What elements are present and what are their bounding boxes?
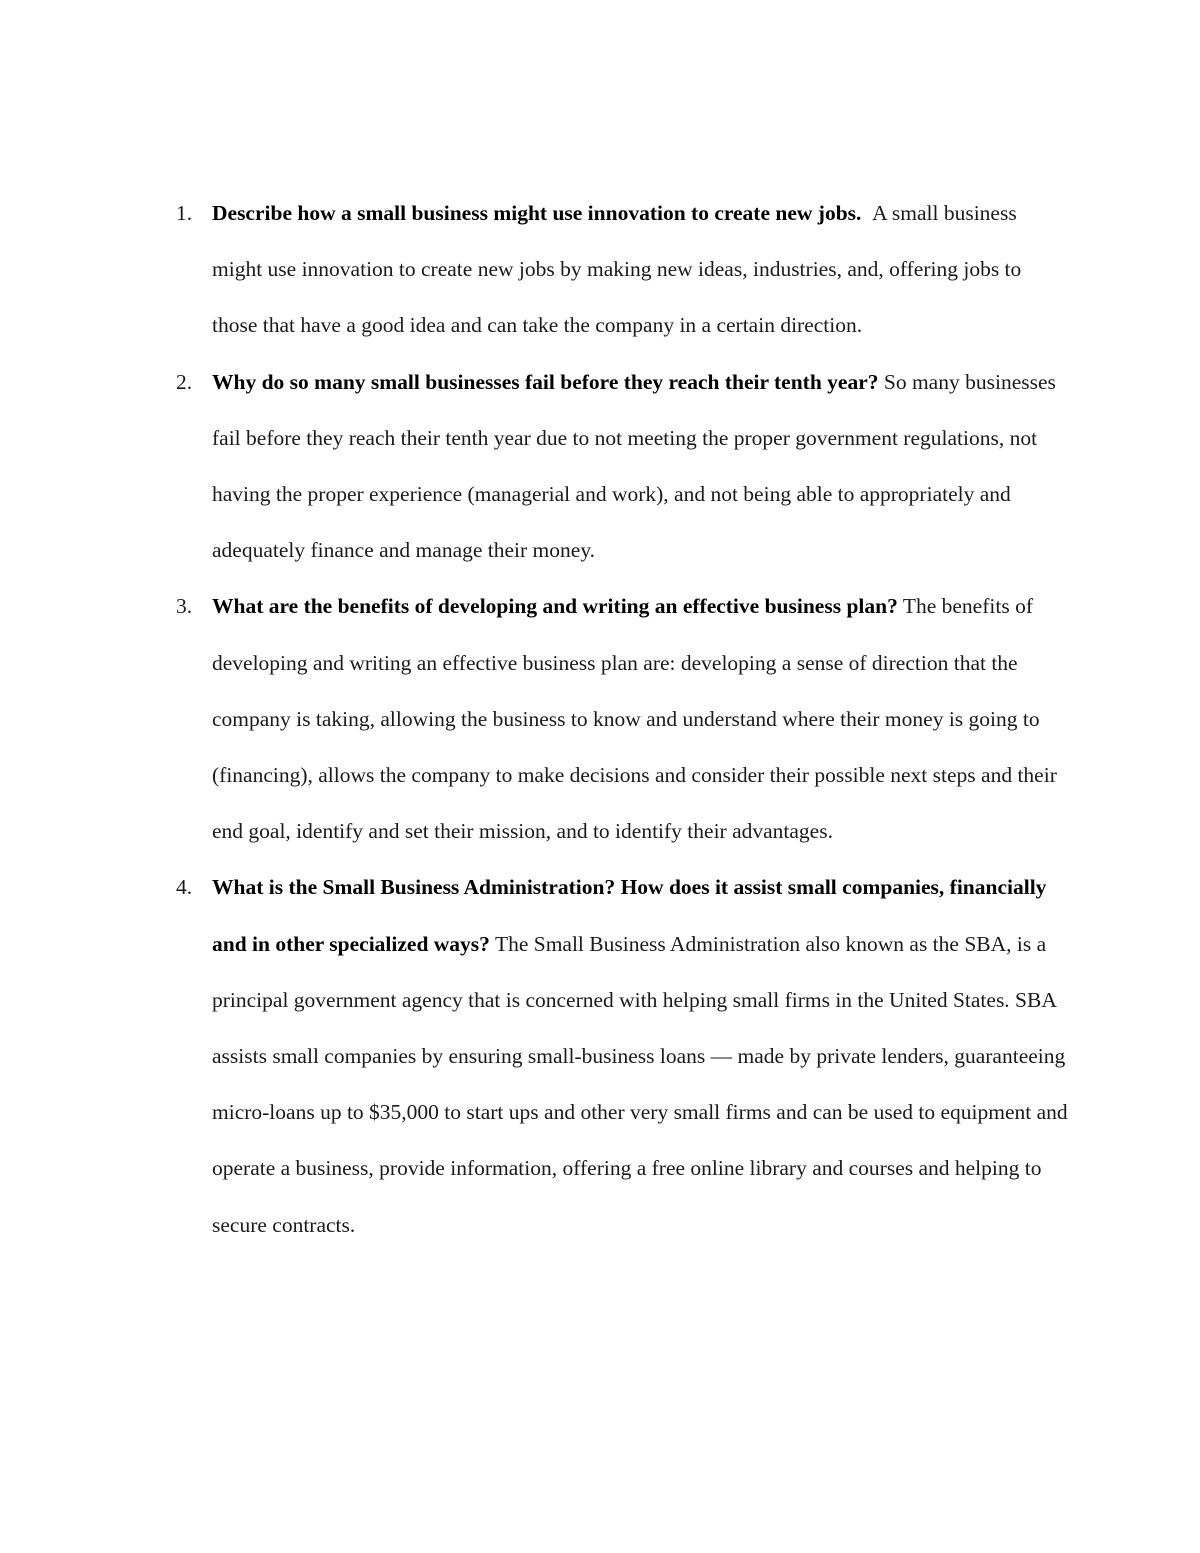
question-text: Why do so many small businesses fail before they reach their tenth year? bbox=[212, 369, 879, 394]
answer-text: The Small Business Administration also known as the SBA, is a principal government agency that is concerned with helping small firms in the United States. SBA assists small companies by ensuring small-business loans — made by private lenders, guaranteeing micro-loans up to $35,000 to start ups and other very small firms and can be used to equipment and operate a business, provide information, offering a free online library and courses and helping to secure contracts. bbox=[212, 931, 1068, 1237]
list-item-3 bbox=[170, 578, 1070, 859]
item-number: 1. bbox=[176, 201, 193, 225]
question-text: Describe how a small business might use innovation to create new jobs. bbox=[212, 201, 862, 225]
answer-text: So many businesses fail before they reach their tenth year due to not meeting the proper government regulations, not having the proper experience (managerial and work), and not being able to appropriately and adequately finance and manage their money. bbox=[212, 369, 1056, 563]
question-list bbox=[170, 185, 1070, 1253]
list-item-2 bbox=[170, 354, 1070, 579]
item-number: 2. bbox=[176, 369, 193, 394]
item-number: 3. bbox=[176, 594, 193, 619]
question-text: What is the Small Business Administration? How does it assist small companies, financially and in other specialized ways? bbox=[212, 875, 1047, 956]
question-text: What are the benefits of developing and writing an effective business plan? bbox=[212, 594, 898, 619]
item-number: 4. bbox=[176, 875, 193, 900]
list-item-4 bbox=[170, 859, 1070, 1252]
answer-text: The benefits of developing and writing an effective business plan are: developing a sense of direction that the company is taking, allowing the business to know and understand where their money is going to (financing), allows the company to make decisions and consider their possible next steps and their end goal, identify and set their mission, and to identify their advantages. bbox=[212, 594, 1057, 844]
answer-text: A small business might use innovation to create new jobs by making new ideas, industries, and, offering jobs to those that have a good idea and can take the company in a certain direction. bbox=[212, 201, 1022, 338]
list-item-1 bbox=[170, 185, 1070, 354]
